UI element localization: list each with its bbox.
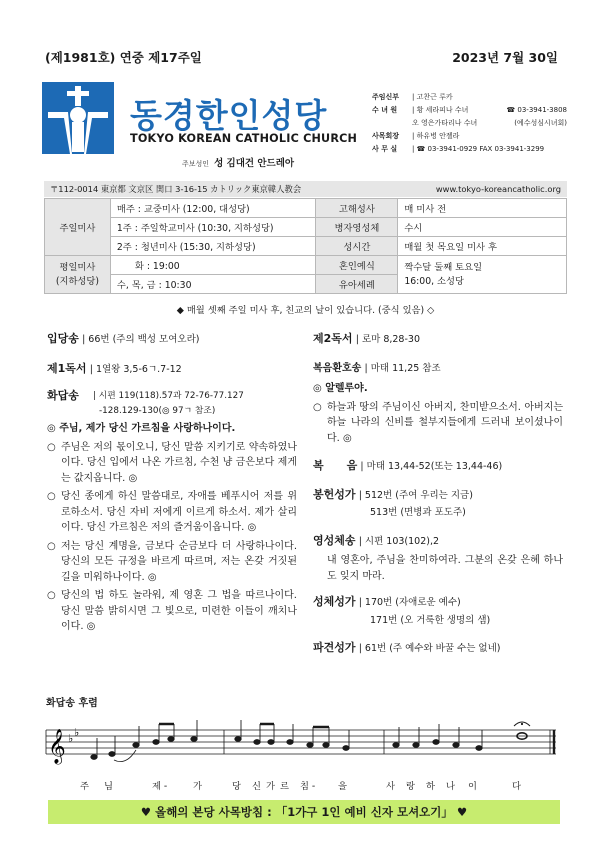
psalm-verse: ○ 당신 종에게 하신 말씀대로, 자애를 베푸시어 저를 위로하소서. 당신 자비 저에게 이르게 하소서. 제가 살리이다. 당신 가르침은 저의 즐거움이옵니다. ◎ (47, 491, 297, 533)
communion-hymn (313, 594, 563, 611)
reading2-label: 제2독서 (313, 332, 353, 345)
offertory-hymn (313, 487, 563, 504)
sunday-mass-item: 1주 : 주일학교미사 (10:30, 지하성당) (110, 218, 316, 237)
church-name-english: TOKYO KOREAN CATHOLIC CHURCH (130, 132, 358, 145)
recessional-value: | 61번 (주 예수와 바꿀 수는 없네) (358, 643, 501, 654)
refrain-title: 화답송 후렴 (46, 698, 98, 709)
lyric-syllable: 침 - (300, 781, 316, 792)
staff-role: 수 녀 원 (372, 106, 398, 114)
communion-antiphon-text: 내 영혼아, 주님을 찬미하여라. 그분의 온갖 은혜 하나도 잊지 마라. (327, 555, 563, 582)
bullet-icon: ○ (313, 401, 322, 413)
schedule-value: 매 미사 전 (398, 199, 567, 218)
staff-role: 사 무 실 (372, 145, 398, 153)
communion-antiphon (313, 533, 563, 550)
staff-row (372, 91, 567, 104)
entrance-label: 입당송 (47, 332, 79, 345)
schedule-label: 성시간 (316, 237, 398, 256)
patron-name: 성 김대건 안드레아 (214, 158, 295, 169)
staff-role: 주임신부 (372, 93, 400, 101)
staff-extra: ☎ 03-3941-3808 (506, 106, 567, 114)
reading1-label: 제1독서 (47, 361, 87, 375)
gospel-value: | 마태 13,44-52(또는 13,44-46) (360, 461, 503, 472)
communion-antiphon-value: | 시편 103(102),2 (358, 535, 440, 547)
entrance-value: | 66번 (주의 백성 모여오라) (82, 334, 200, 345)
lyric-syllable: 나 (446, 781, 455, 792)
music-staff (44, 716, 559, 776)
psalm-response: ◎ 주님, 제가 당신 가르침을 사랑하나이다. (47, 423, 236, 434)
offertory-value: | 512번 (주여 우리는 지금) (358, 489, 473, 501)
alleluia-verse: ○ 하늘과 땅의 주님이신 아버지, 찬미받으소서. 아버지는 하늘 나라의 신비를 철부지들에게 드러내 보이셨나이다. ◎ (313, 401, 563, 444)
weekday-mass-label (45, 256, 111, 294)
staff-extra: (예수성심시녀회) (514, 119, 567, 127)
right-column (313, 331, 563, 657)
gospel (313, 458, 563, 475)
alleluia-label: 복음환호송 (313, 362, 362, 374)
lyric-syllable: 랑 (406, 781, 415, 792)
offertory-value-2: 513번 (면병과 포도주) (370, 507, 466, 518)
schedule-value (398, 256, 567, 294)
psalm-verse: ○ 당신의 법 하도 놀라워, 제 영혼 그 법을 따르나이다. 당신 말씀 밝히시면 그 빛으로, 미련한 이들이 깨치나이다. ◎ (47, 590, 297, 632)
church-logo-icon (42, 82, 114, 154)
mass-schedule-table (44, 198, 567, 294)
second-reading (313, 331, 563, 348)
address-text: 〒112-0014 東京都 文京区 関口 3-16-15 カトリック東京韓人教会 (50, 184, 302, 194)
psalm (47, 389, 297, 418)
weekday-mass-item: 화 : 19:00 (110, 256, 316, 275)
bullet-icon: ○ (47, 540, 56, 552)
communion-label: 성체성가 (313, 595, 356, 608)
communion-antiphon-label: 영성체송 (313, 533, 356, 547)
patron-saint (182, 155, 294, 169)
schedule-label: 고해성사 (316, 199, 398, 218)
lyric-syllable: 사 (386, 781, 395, 792)
svg-text:𝄞: 𝄞 (48, 729, 66, 764)
issue-number: (제1981호) 연중 제17주일 (45, 50, 202, 65)
bullet-icon: ○ (47, 441, 56, 453)
entrance-hymn (47, 331, 297, 348)
staff-row (372, 143, 567, 156)
reading2-value: | 로마 8,28-30 (355, 334, 420, 345)
psalm-ref-cont: -128.129-130(◎ 97ㄱ 참조) (99, 406, 216, 416)
website-link[interactable]: www.tokyo-koreancatholic.org (435, 184, 561, 194)
issue-date: 2023년 7월 30일 (452, 50, 558, 65)
staff-row (372, 117, 567, 130)
left-column (47, 331, 297, 635)
psalm-label: 화답송 (47, 389, 79, 402)
lyric-syllable: 르 (280, 781, 289, 792)
svg-text:♭: ♭ (68, 732, 74, 745)
schedule-value: 매월 첫 목요일 미사 후 (398, 237, 567, 256)
alleluia-head: ◎ 알렐루야. (313, 383, 368, 394)
offertory-label: 봉헌성가 (313, 487, 356, 501)
lyric-syllable: 가 (193, 781, 202, 792)
staff-name: 오 영은가타리나 수녀 (412, 119, 478, 127)
sunday-mass-item: 2주 : 청년미사 (15:30, 지하성당) (110, 237, 316, 256)
lyric-syllable: 신 (252, 781, 261, 792)
lyric-syllable: 을 (338, 781, 347, 792)
staff-row (372, 130, 567, 143)
lyric-syllable: 이 (468, 781, 477, 792)
staff-name: | 하유병 안젤라 (412, 132, 460, 140)
weekday-label-line: 평일미사 (59, 261, 96, 273)
communion-value: | 170번 (자애로운 예수) (358, 597, 461, 608)
church-name-korean: 동경한인성당 (130, 96, 328, 135)
staff-name: | 고찬근 루카 (412, 93, 453, 101)
fellowship-notice: ◆ 매월 셋째 주일 미사 후, 친교의 날이 있습니다. (중식 있음) ◇ (176, 305, 435, 316)
psalm-ref: | 시편 119(118).57과 72-76-77.127 (93, 391, 244, 401)
communion-value-2: 171번 (오 거룩한 생명의 샘) (370, 614, 491, 626)
recessional-label: 파견성가 (313, 641, 356, 654)
weekday-label-line: (지하성당) (55, 275, 100, 287)
staff-name: | ☎ 03-3941-0929 FAX 03-3941-3299 (412, 145, 545, 153)
gospel-label: 복 음 (313, 459, 358, 472)
wedding-value: 짝수달 둘째 토요일 (404, 261, 483, 273)
lyric-syllable: 다 (512, 781, 521, 792)
psalm-verse: ○ 저는 당신 계명을, 금보다 순금보다 더 사랑하나이다. 당신의 모든 규정을 바르게 따르며, 저는 온갖 거짓된 길을 미워하나이다. ◎ (47, 540, 297, 583)
weekday-mass-item: 수, 목, 금 : 10:30 (110, 275, 316, 294)
svg-text:♭: ♭ (74, 726, 80, 739)
staff-row (372, 104, 567, 117)
recessional-hymn (313, 640, 563, 657)
pastoral-policy-banner: ♥ 올해의 본당 사목방침 : 「1가구 1인 예비 신자 모셔오기」 ♥ (48, 800, 560, 824)
gospel-acclamation (313, 361, 563, 377)
lyric-syllable: 하 (426, 781, 435, 792)
sunday-mass-label: 주일미사 (45, 199, 111, 256)
bullet-icon: ○ (47, 491, 56, 502)
patron-label: 주보성인 (182, 160, 210, 168)
lyric-syllable: 가 (266, 781, 275, 792)
lyric-syllable: 당 (232, 781, 241, 792)
staff-role: 사목회장 (372, 132, 400, 140)
alleluia-value: | 마태 11,25 참조 (364, 362, 441, 374)
reading1-value: | 1열왕 3,5-6ㄱ.7-12 (89, 363, 182, 375)
schedule-label: 유아세례 (316, 275, 398, 294)
staff-list (372, 91, 567, 156)
lyric-syllable: 님 (104, 781, 113, 792)
lyric-syllable: 제 - (152, 781, 168, 792)
schedule-label: 혼인예식 (316, 256, 398, 275)
first-reading (47, 361, 297, 378)
psalm-verse: ○ 주님은 저의 몫이오니, 당신 말씀 지키기로 약속하였나이다. 당신 입에서 나온 가르침, 수천 냥 금은보다 제게는 값지옵니다. ◎ (47, 441, 297, 484)
lyric-syllable: 주 (80, 781, 89, 792)
schedule-label: 병자영성체 (316, 218, 398, 237)
staff-name: | 황 세라피나 수녀 (412, 106, 469, 114)
sunday-mass-item: 매주 : 교중미사 (12:00, 대성당) (110, 199, 316, 218)
address-bar (44, 181, 567, 197)
bullet-icon: ○ (47, 590, 56, 601)
baptism-value: 16:00, 소성당 (404, 275, 464, 287)
schedule-value: 수시 (398, 218, 567, 237)
